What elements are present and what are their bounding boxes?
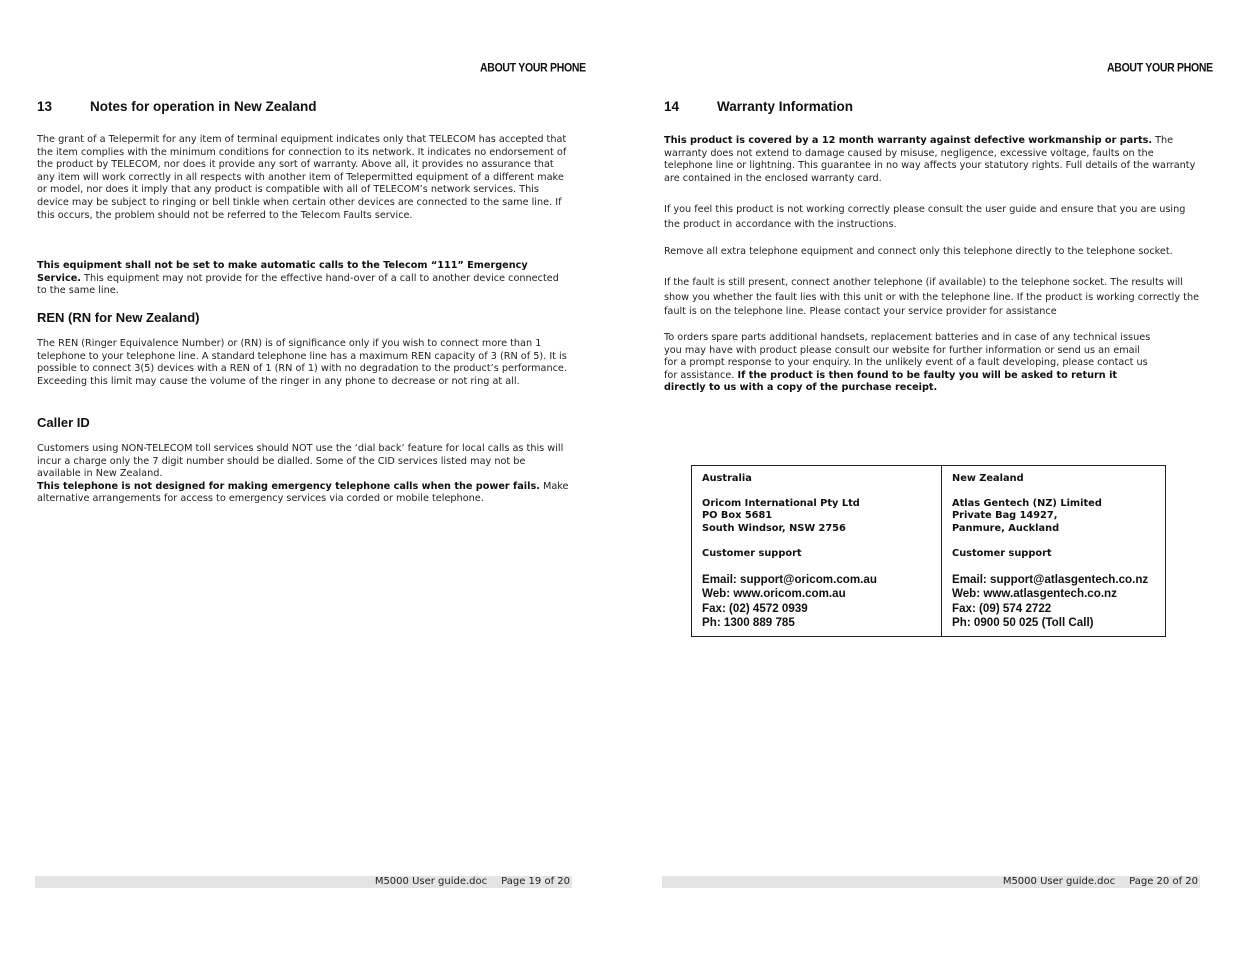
- support-label: Customer support: [952, 548, 1052, 559]
- warranty-rest: The warranty does not extend to damage caused by misuse, negligence, excessive voltage, faults on the telephone line or lightning. This guarantee in no way affects your statutory rights. Full details of the warranty are contained in the enclosed warranty card.: [664, 135, 1196, 184]
- address-line: Panmure, Auckland: [952, 523, 1060, 534]
- warranty-bold: This product is covered by a 12 month warranty against defective workmanship or parts.: [664, 135, 1153, 146]
- footer-page-number: Page 20 of 20: [1129, 876, 1198, 887]
- contact-table: [691, 465, 1166, 637]
- emergency-notice-bold: This equipment shall not be set to make automatic calls to the Telecom “111” Emergency Service.: [37, 260, 528, 284]
- emergency-notice-rest: This equipment may not provide for the effective hand-over of a call to another device connected to the same line.: [37, 272, 559, 297]
- caller-id-heading: Caller ID: [37, 415, 90, 430]
- company-name: Oricom International Pty Ltd: [702, 498, 860, 509]
- document-page-20: [617, 0, 1235, 954]
- region-label: Australia: [702, 473, 752, 484]
- spare-parts-text: To orders spare parts additional handsets, replacement batteries and in case of any technical issues you may have with product please consult our website for further information or send us an email for a prompt response to your enquiry. In the unlikely event of a fault developing, please contact us for assistance.: [664, 332, 1151, 381]
- fault-check-paragraph: If the fault is still present, connect another telephone (if available) to the telephone socket. The results will show you whether the fault lies with this unit or with the telephone line. If the product is working correctly the fault is on the telephone line. Please contact your service provider for assistance: [664, 277, 1200, 317]
- power-fail-rest: Make alternative arrangements for access to emergency services via corded or mobile telephone.: [37, 480, 569, 505]
- running-head: ABOUT YOUR PHONE: [480, 61, 586, 75]
- region-label: New Zealand: [952, 473, 1024, 484]
- caller-id-text: Customers using NON-TELECOM toll services should NOT use the ‘dial back’ feature for local calls as this will incur a charge only the 7 digit number should be dialled. Some of the CID services listed may not be available in New Zealand.: [37, 443, 564, 480]
- address-line: Private Bag 14927,: [952, 510, 1058, 521]
- contact-australia: [692, 466, 942, 636]
- caller-id-paragraph: [37, 443, 569, 506]
- section-number: 14: [664, 99, 680, 114]
- support-fax: Fax: (02) 4572 0939: [702, 602, 808, 615]
- warranty-paragraph: [664, 135, 1202, 185]
- return-notice-bold: If the product is then found to be faulty you will be asked to return it directly to us with a copy of the purchase receipt.: [664, 369, 1118, 394]
- address-line: South Windsor, NSW 2756: [702, 523, 846, 534]
- support-phone: Ph: 1300 889 785: [702, 616, 795, 629]
- footer-text: [375, 876, 570, 888]
- support-email[interactable]: Email: support@oricom.com.au: [702, 573, 877, 586]
- footer-doc-name: M5000 User guide.doc: [374, 876, 488, 887]
- section-number: 13: [37, 99, 53, 114]
- section-heading: [664, 99, 1204, 117]
- footer-bar: [662, 876, 1200, 888]
- support-fax: Fax: (09) 574 2722: [952, 602, 1052, 615]
- footer-doc-name: M5000 User guide.doc: [1002, 876, 1116, 887]
- ren-heading: REN (RN for New Zealand): [37, 310, 200, 325]
- address-line: PO Box 5681: [702, 510, 773, 521]
- footer-text: [1003, 876, 1198, 888]
- document-page-19: [0, 0, 617, 954]
- consult-guide-paragraph: If you feel this product is not working correctly please consult the user guide and ensure that you are using the product in accordance with the instructions.: [664, 204, 1186, 230]
- contact-new-zealand: [942, 466, 1165, 636]
- section-title: Notes for operation in New Zealand: [90, 99, 317, 114]
- spare-parts-paragraph: [664, 332, 1154, 395]
- ren-paragraph: The REN (Ringer Equivalence Number) or (RN) is of significance only if you wish to connect more than 1 telephone to your telephone line. A standard telephone line has a maximum REN capacity of 3 (RN of 5). It is possible to connect 3(5) devices with a REN of 1 (RN of 1) with no degradation to the product’s performance. Exceeding this limit may cause the volume of the ringer in any phone to decrease or not ring at all.: [37, 338, 567, 387]
- support-web[interactable]: Web: www.atlasgentech.co.nz: [952, 587, 1117, 600]
- support-web[interactable]: Web: www.oricom.com.au: [702, 587, 846, 600]
- footer-bar: [35, 876, 572, 888]
- support-label: Customer support: [702, 548, 802, 559]
- section-heading: [37, 99, 577, 117]
- running-head: ABOUT YOUR PHONE: [1107, 61, 1213, 75]
- section-title: Warranty Information: [717, 99, 854, 114]
- power-fail-bold: This telephone is not designed for making emergency telephone calls when the power fails.: [37, 480, 540, 492]
- footer-page-number: Page 19 of 20: [501, 876, 570, 887]
- company-name: Atlas Gentech (NZ) Limited: [952, 498, 1102, 509]
- support-email[interactable]: Email: support@atlasgentech.co.nz: [952, 573, 1149, 586]
- remove-equipment-paragraph: Remove all extra telephone equipment and connect only this telephone directly to the telephone socket.: [664, 246, 1173, 257]
- telepermit-paragraph: The grant of a Telepermit for any item of terminal equipment indicates only that TELECOM has accepted that the item complies with the minimum conditions for connection to its network. It indicates no endorsement of the product by TELECOM, nor does it provide any sort of warranty. Above all, it provides no assurance that any item will work correctly in all respects with another item of Telepermitted equipment of a different make or model, nor does it imply that any product is compatible with all of TELECOM’s network services. This device may be subject to ringing or bell tinkle when certain other devices are connected to the same line. If this occurs, the problem should not be referred to the Telecom Faults service.: [37, 134, 567, 221]
- support-phone: Ph: 0900 50 025 (Toll Call): [952, 616, 1094, 629]
- emergency-notice-paragraph: [37, 260, 569, 298]
